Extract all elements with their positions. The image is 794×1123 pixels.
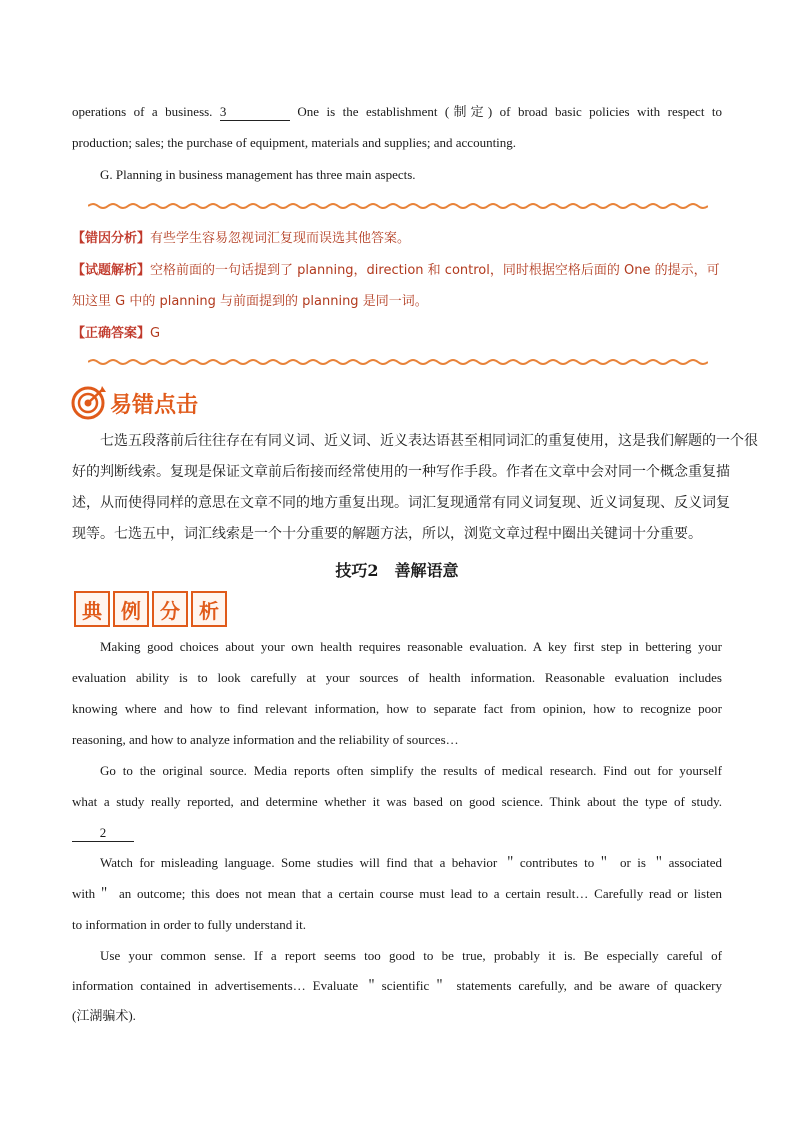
- passage1-line1: operations of a business. 3 One is the establishment (制定) of broad basic policies with respect to: [72, 104, 723, 119]
- passage2-line: with＂ an outcome; this does not mean that a certain course must lead to a certain result… Carefully read or listen: [72, 886, 722, 901]
- option-g: G. Planning in business management has three main aspects.: [100, 167, 416, 182]
- example-analysis-badge: [74, 591, 227, 627]
- tips-para-line4: 现等。七选五中，词汇线索是一个十分重要的解题方法，所以，浏览文章过程中圈出关键词十分重要。: [72, 526, 702, 542]
- passage2-line: Go to the original source. Media reports often simplify the results of medical research. Find out for yourself: [100, 763, 722, 778]
- target-icon: [70, 384, 220, 422]
- tips-para-line3: 述，从而使得同样的意思在文章不同的地方重复出现。词汇复现通常有同义词复现、近义词复现、反义词复: [72, 495, 730, 511]
- badge-char: 分: [152, 591, 188, 627]
- passage2-line: information contained in advertisements… Evaluate ＂scientific＂ statements carefully, and be aware of quackery: [72, 978, 722, 993]
- section-title: 技巧2 善解语意: [335, 561, 459, 580]
- passage2-line: (江湖骗术).: [72, 1008, 136, 1023]
- badge-char: 典: [74, 591, 110, 627]
- passage2-line: evaluation ability is to look carefully at your sources of health information. Reasonable evaluation includes: [72, 670, 722, 685]
- error-analysis: 【错因分析】有些学生容易忽视词汇复现而误选其他答案。: [72, 231, 411, 246]
- answer-blank-2: 2: [72, 825, 134, 842]
- tips-para-line1: 七选五段落前后往往存在有同义词、近义词、近义表达语甚至相同词汇的重复使用，这是我们解题的一个很: [100, 433, 758, 449]
- tips-logo-text: 易错点击: [110, 393, 199, 418]
- badge-char: 析: [191, 591, 227, 627]
- passage2-line: Making good choices about your own health requires reasonable evaluation. A key first step in bettering your: [100, 639, 722, 654]
- passage2-line: knowing where and how to find relevant information, how to separate fact from opinion, how to recognize poor: [72, 701, 722, 716]
- wavy-divider: [88, 358, 708, 366]
- correct-answer: 【正确答案】G: [72, 326, 161, 341]
- passage2-line: to information in order to fully understand it.: [72, 917, 306, 932]
- answer-blank-2-line: [72, 825, 722, 842]
- passage2-line: Watch for misleading language. Some studies will find that a behavior ＂contributes to＂ or is ＂associated: [100, 855, 722, 870]
- wavy-divider: [88, 202, 708, 210]
- solution-analysis-line1: 【试题解析】空格前面的一句话提到了 planning，direction 和 control，同时根据空格后面的 One 的提示，可: [72, 263, 720, 278]
- passage2-line: reasoning, and how to analyze information and the reliability of sources…: [72, 732, 459, 747]
- passage2-line: Use your common sense. If a report seems too good to be true, probably it is. Be especially careful of: [100, 948, 722, 963]
- passage1-line2: production; sales; the purchase of equipment, materials and supplies; and accounting.: [72, 135, 517, 150]
- passage2-line: what a study really reported, and determine whether it was based on good science. Think about the type of study.: [72, 794, 722, 809]
- solution-analysis-line2: 知这里 G 中的 planning 与前面提到的 planning 是同一词。: [72, 294, 428, 309]
- badge-char: 例: [113, 591, 149, 627]
- answer-blank-3: 3: [220, 104, 290, 121]
- tips-para-line2: 好的判断线索。复现是保证文章前后衔接而经常使用的一种写作手段。作者在文章中会对同一个概念重复描: [72, 464, 730, 480]
